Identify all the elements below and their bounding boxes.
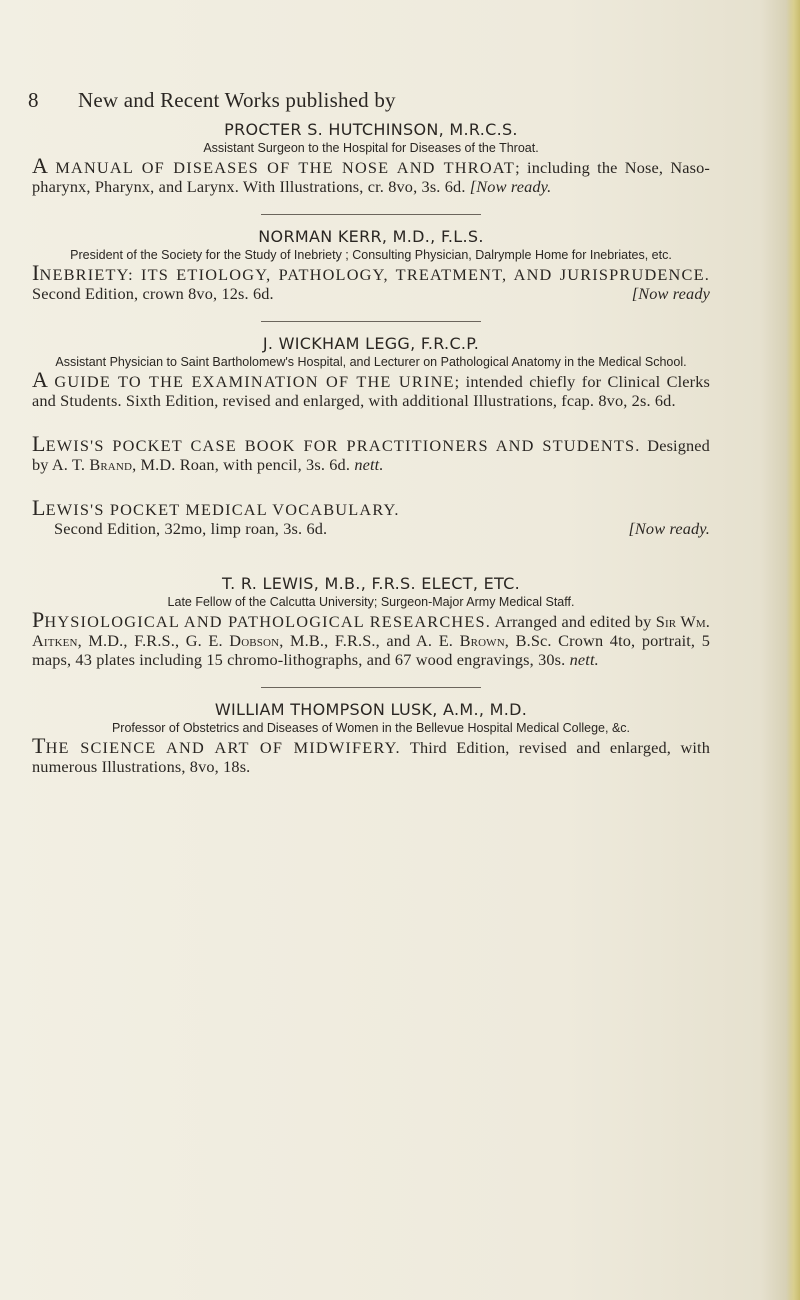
work-details-lead: Arranged and edited by: [494, 612, 652, 631]
author-affiliation: President of the Society for the Study of Inebriety ; Consulting Physician, Dalrymple Home for Inebriates, etc.: [70, 248, 672, 262]
author-affiliation: Assistant Physician to Saint Bartholomew's Hospital, and Lecturer on Pathological Anatomy in the Medical School.: [55, 355, 687, 369]
drop-initial: L: [32, 495, 46, 520]
catalogue-entry: [32, 495, 710, 538]
author-name: J. WICKHAM LEGG, F.R.C.P.: [262, 334, 480, 353]
catalogue-entry: [32, 219, 710, 303]
work-description: [32, 607, 710, 669]
availability-status: [Now ready.: [469, 177, 552, 196]
work-details: Second Edition, crown 8vo, 12s. 6d.: [32, 284, 274, 303]
work-details: ; including the Nose, Naso-pharynx, Pharynx, and Larynx. With Illustrations, cr. 8vo, 3s. 6d.: [32, 158, 710, 196]
work-details: ; intended chiefly for Clinical Clerks and Students. Sixth Edition, revised and enlarged, with additional Illustrations, fcap. 8vo, 2s. 6d.: [32, 372, 710, 410]
work-title: GUIDE TO THE EXAMINATION OF THE URINE: [54, 372, 455, 391]
drop-initial: A: [32, 367, 49, 392]
author-affiliation: Late Fellow of the Calcutta University; Surgeon-Major Army Medical Staff.: [167, 595, 575, 609]
drop-initial: P: [32, 607, 45, 632]
editor-name: Brown,: [459, 631, 510, 650]
work-description: [32, 260, 710, 303]
work-details-lead: Designed by A. T.: [32, 436, 710, 474]
work-details-mid: F.R.S., G. E.: [134, 631, 223, 650]
catalogue-list: [32, 112, 710, 794]
drop-initial: T: [32, 733, 46, 758]
author-name: NORMAN KERR, M.D., F.L.S.: [258, 227, 484, 246]
work-description: [32, 431, 710, 474]
work-details: Second Edition, 32mo, limp roan, 3s. 6d.: [54, 519, 328, 538]
catalogue-entry: [32, 431, 710, 474]
availability-status: [Now ready: [631, 284, 710, 303]
catalogue-entry: [32, 566, 710, 669]
running-header: [28, 88, 728, 113]
author-name: WILLIAM THOMPSON LUSK, A.M., M.D.: [214, 700, 528, 719]
divider: [261, 214, 481, 215]
catalogue-entry: [32, 112, 710, 196]
editor-name: Sir Wm. Aitken, M.D.,: [32, 612, 710, 650]
work-title: EWIS'S POCKET MEDICAL VOCABULARY.: [45, 500, 400, 519]
divider: [261, 321, 481, 322]
drop-initial: I: [32, 260, 40, 285]
header-title: New and Recent Works published by: [78, 88, 396, 112]
work-details: B.Sc. Crown 4to, portrait, 5 maps, 43 plates including 15 chromo-lithographs, and 67 wood engravings, 30s.: [32, 631, 710, 669]
work-title: MANUAL OF DISEASES OF THE NOSE AND THROAT: [55, 158, 516, 177]
drop-initial: A: [32, 153, 49, 178]
drop-initial: L: [32, 431, 46, 456]
work-title: HE SCIENCE AND ART OF MIDWIFERY.: [45, 738, 401, 757]
editor-name: Dobson,: [229, 631, 284, 650]
author-name: PROCTER S. HUTCHINSON, M.R.C.S.: [224, 120, 518, 139]
price-note: nett.: [569, 650, 599, 669]
work-description: [32, 495, 710, 538]
work-description: [32, 733, 710, 776]
work-description: [32, 153, 710, 196]
work-details: Roan, with pencil, 3s. 6d.: [179, 455, 351, 474]
price-note: nett.: [354, 455, 384, 474]
page-edge-shadow: [786, 0, 800, 1300]
work-title: EWIS'S POCKET CASE BOOK FOR PRACTITIONERS AND STUDENTS.: [45, 436, 641, 455]
work-details: Third Edition, revised and enlarged, with numerous Illustrations, 8vo, 18s.: [32, 738, 710, 776]
catalogue-entry: [32, 692, 710, 776]
work-title: NEBRIETY: ITS ETIOLOGY, PATHOLOGY, TREATMENT, AND JURISPRUDENCE.: [39, 265, 710, 284]
work-title: HYSIOLOGICAL AND PATHOLOGICAL RESEARCHES.: [44, 612, 492, 631]
page-number: 8: [28, 88, 39, 112]
divider: [261, 687, 481, 688]
work-description: [32, 367, 710, 410]
author-affiliation: Assistant Surgeon to the Hospital for Diseases of the Throat.: [203, 141, 539, 155]
author-affiliation: Professor of Obstetrics and Diseases of Women in the Bellevue Hospital Medical College, &c.: [111, 721, 631, 735]
catalogue-entry: [32, 326, 710, 410]
author-name: T. R. LEWIS, M.B., F.R.S. ELECT, ETC.: [221, 574, 520, 593]
work-details-mid: M.B., F.R.S., and A. E.: [290, 631, 454, 650]
author-inline: Brand, M.D.: [89, 455, 176, 474]
availability-status: [Now ready.: [628, 519, 710, 538]
